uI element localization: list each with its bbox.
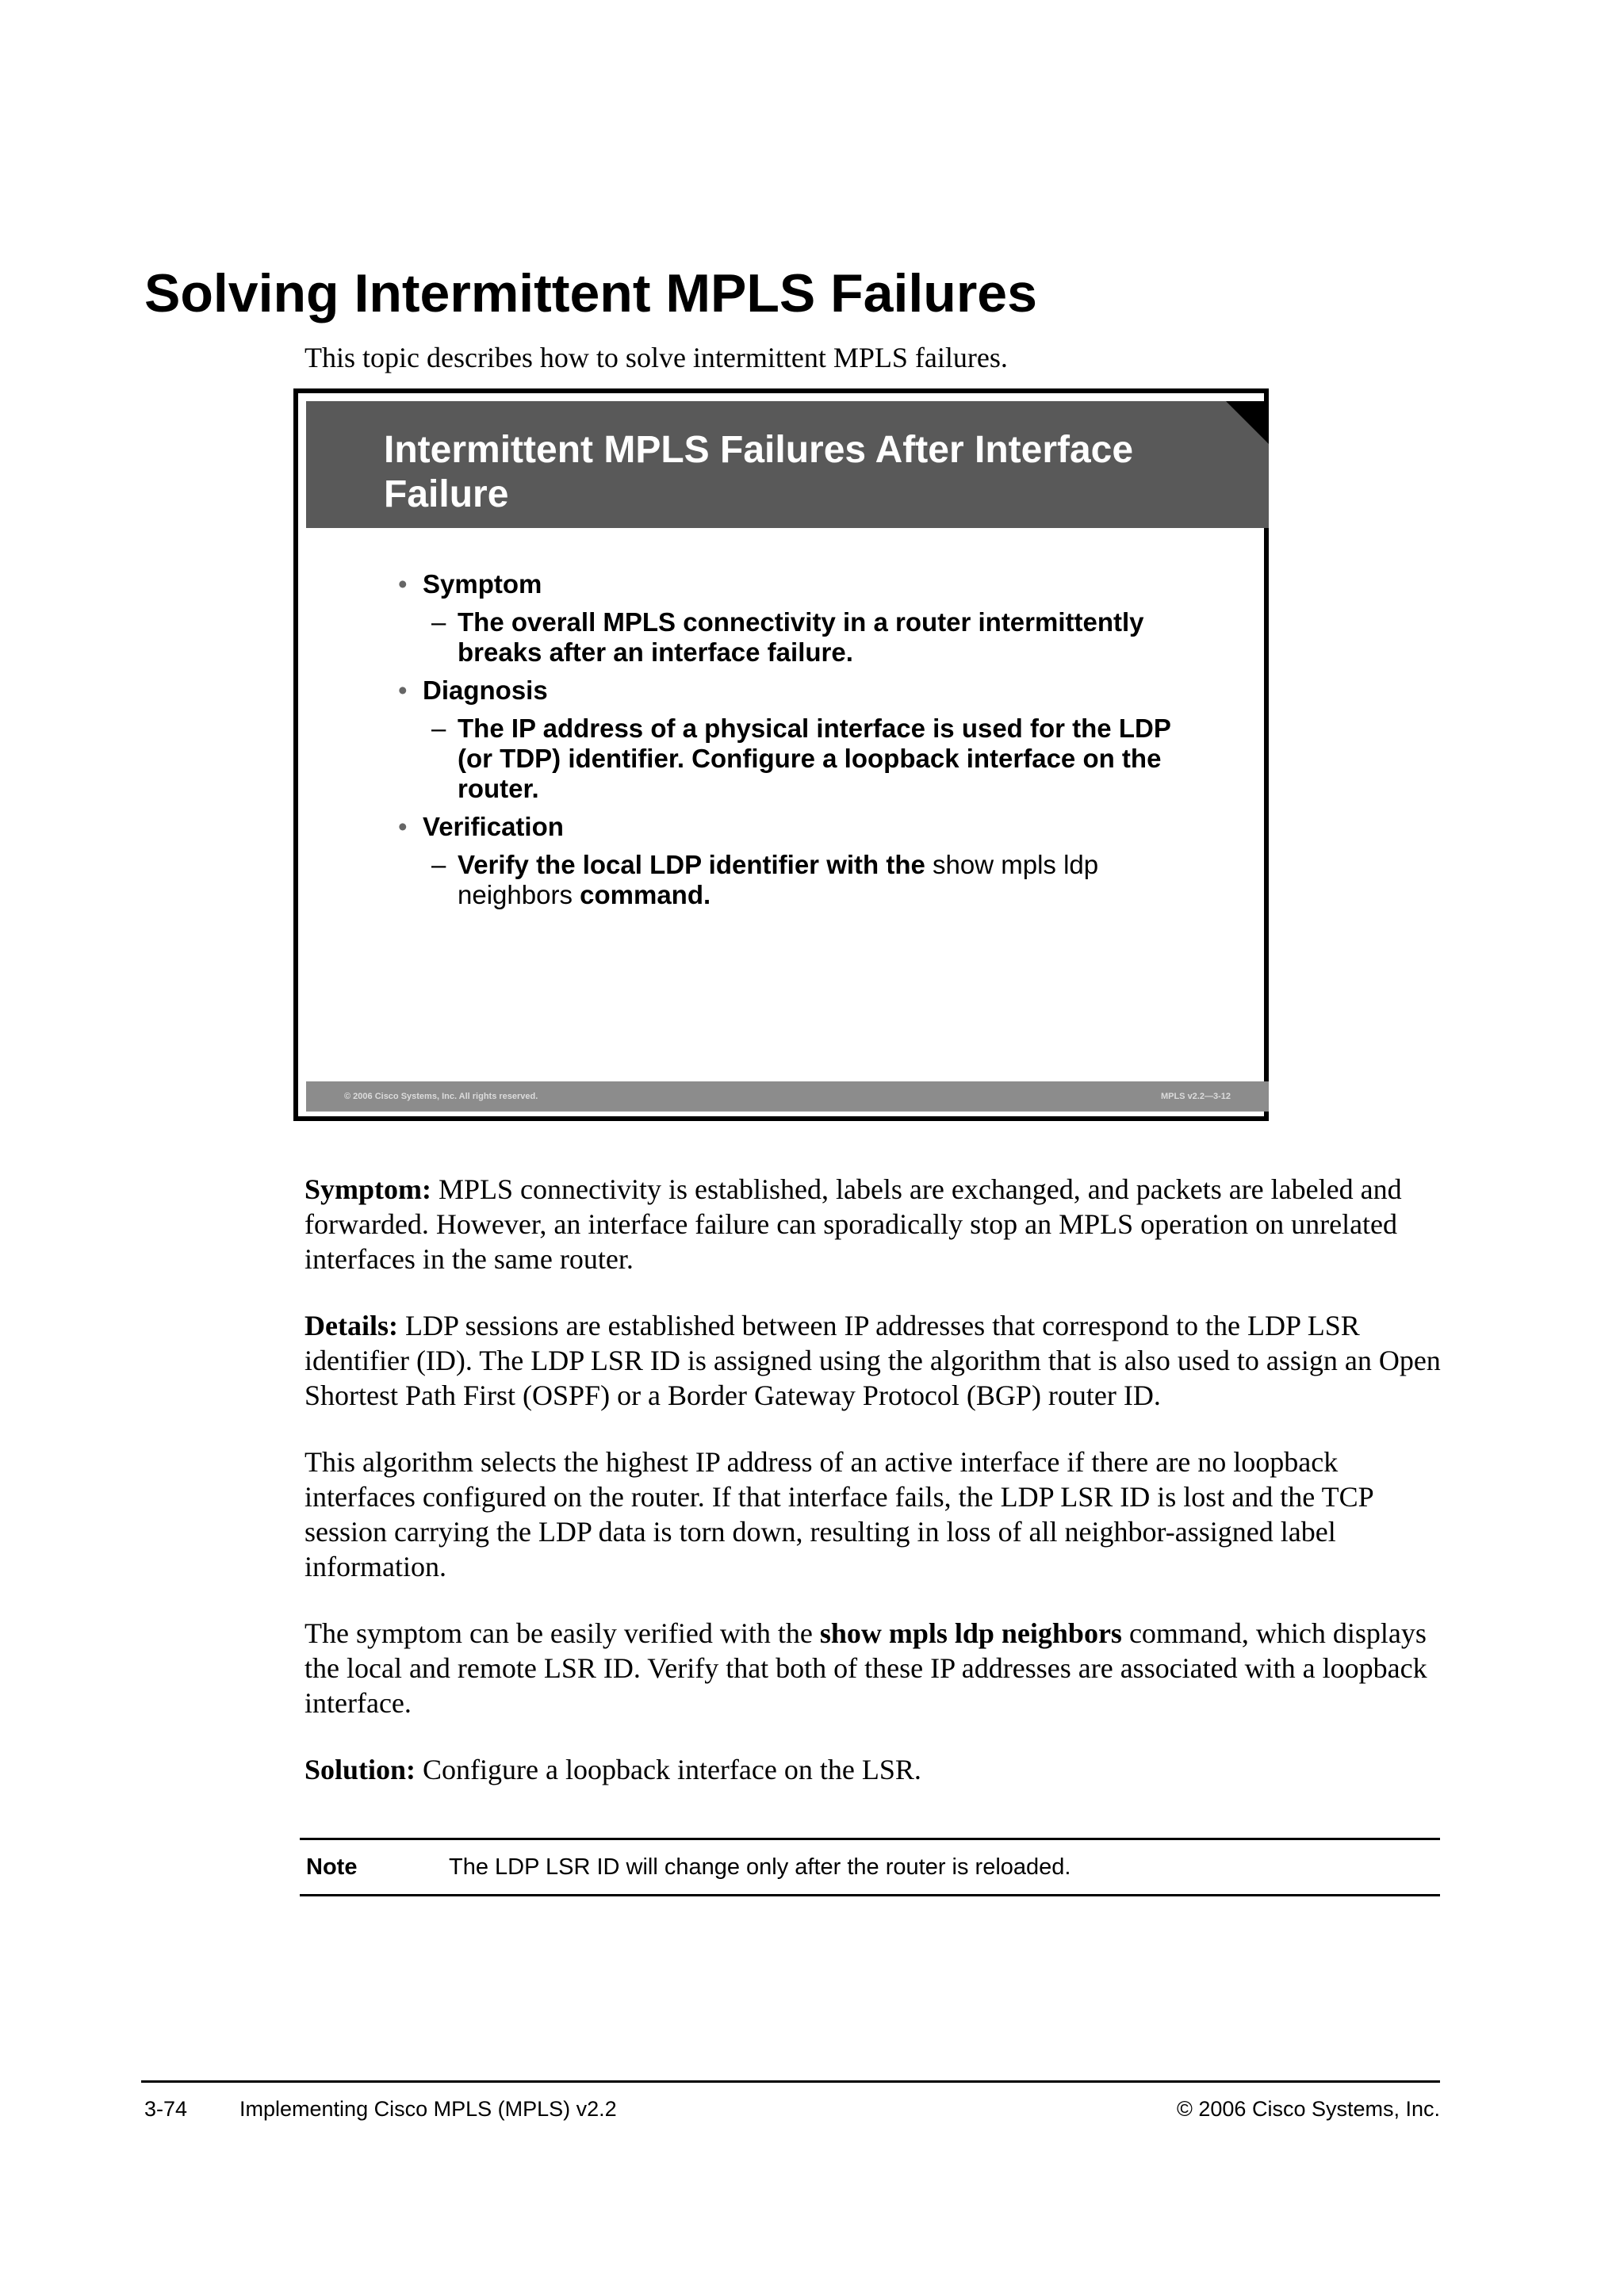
bullet-dot-icon: • [398, 675, 408, 705]
topic-intro: This topic describes how to solve intermittent MPLS failures. [304, 342, 1008, 373]
note-label: Note [306, 1854, 358, 1880]
symptom-label: Symptom: [304, 1173, 431, 1205]
slide-title: Intermittent MPLS Failures After Interface Failure [384, 429, 1134, 515]
slide-footer [306, 1081, 1269, 1112]
page-number: 3-74 [144, 2097, 188, 2121]
slide-code: MPLS v2.2—3-12 [1160, 1092, 1231, 1101]
page-footer [141, 2080, 1440, 2130]
details-text: LDP sessions are established between IP addresses that correspond to the LDP LSR identifier (ID). The LDP LSR ID is assigned using the algorithm that is also used to assign an Open Shortest Path First (OSPF) or a Border Gateway Protocol (BGP) router ID. [304, 1310, 1441, 1411]
sub-bullet-text: Verify the local LDP identifier with the [458, 850, 925, 879]
dash-icon: – [431, 607, 446, 637]
symptom-paragraph [304, 1172, 1446, 1276]
page-title: Solving Intermittent MPLS Failures [144, 263, 1037, 323]
sub-bullet-text: The overall MPLS connectivity in a router intermittently breaks after an interface failure. [458, 607, 1144, 667]
bullet-verification [298, 812, 1264, 842]
sub-bullet-text-end: command. [580, 880, 711, 909]
slide-bullets [298, 569, 1264, 918]
details-label: Details: [304, 1310, 398, 1341]
command-text: show mpls ldp neighbors [458, 850, 1099, 909]
bullet-dot-icon: • [398, 569, 408, 599]
corner-triangle-icon [1226, 401, 1269, 444]
verify-text-end: command, which displays the local and remote LSR ID. Verify that both of these IP addresses are associated with a loopback interface. [304, 1617, 1427, 1719]
verify-text: The symptom can be easily verified with the [304, 1617, 813, 1649]
symptom-text: MPLS connectivity is established, labels are exchanged, and packets are labeled and forwarded. However, an interface failure can sporadically stop an MPLS operation on unrelated interfaces in the same router. [304, 1173, 1402, 1275]
bullet-label: Diagnosis [423, 675, 548, 705]
bullet-label: Verification [423, 812, 564, 841]
sub-bullet-verification [298, 850, 1264, 910]
bullet-symptom [298, 569, 1264, 599]
solution-label: Solution: [304, 1754, 416, 1785]
solution-paragraph [304, 1752, 1446, 1787]
page-copyright: © 2006 Cisco Systems, Inc. [1176, 2097, 1440, 2121]
book-title: Implementing Cisco MPLS (MPLS) v2.2 [239, 2097, 617, 2121]
note-text: The LDP LSR ID will change only after the router is reloaded. [449, 1854, 1071, 1880]
details-paragraph [304, 1308, 1446, 1413]
sub-bullet-symptom [298, 607, 1264, 668]
bullet-diagnosis [298, 675, 1264, 706]
solution-text: Configure a loopback interface on the LSR. [423, 1754, 921, 1785]
sub-bullet-diagnosis [298, 714, 1264, 804]
body-text [304, 1172, 1446, 1819]
note-box [300, 1838, 1440, 1896]
slide-header [306, 401, 1269, 528]
slide-figure [293, 388, 1269, 1121]
dash-icon: – [431, 850, 446, 879]
dash-icon: – [431, 714, 446, 743]
bullet-dot-icon: • [398, 812, 408, 841]
verify-command: show mpls ldp neighbors [819, 1617, 1122, 1649]
algorithm-paragraph: This algorithm selects the highest IP address of an active interface if there are no loopback interfaces configured on the router. If that interface fails, the LDP LSR ID is lost and the TCP session carrying the LDP data is torn down, resulting in loss of all neighbor-assigned label information. [304, 1446, 1373, 1582]
verify-paragraph [304, 1616, 1446, 1720]
slide-copyright: © 2006 Cisco Systems, Inc. All rights reserved. [344, 1092, 538, 1101]
sub-bullet-text: The IP address of a physical interface is used for the LDP (or TDP) identifier. Configure a loopback interface on the router. [458, 714, 1171, 803]
bullet-label: Symptom [423, 569, 542, 599]
